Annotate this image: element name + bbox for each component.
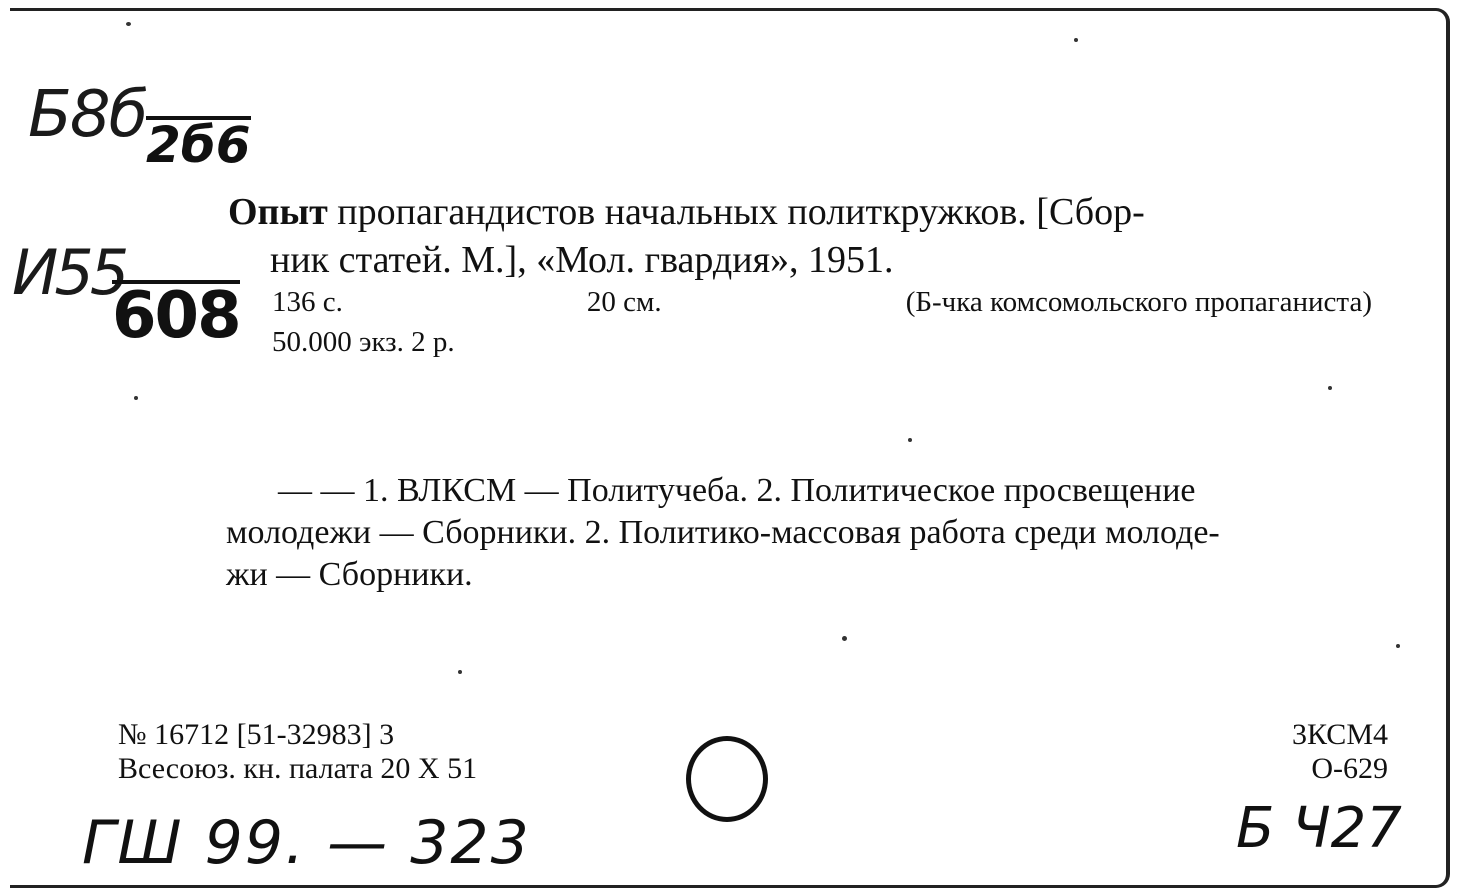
author-mark: О-629: [1311, 752, 1388, 785]
scan-speck: [1074, 38, 1078, 42]
class-code: 3КСМ4: [1292, 718, 1388, 751]
shelfmark-b-prefix: Б8б: [28, 78, 147, 152]
shelfmark-u-prefix: И55: [12, 236, 126, 309]
entry-title-line2: ник статей. М.], «Мол. гвардия», 1951.: [270, 239, 894, 281]
scan-speck: [134, 396, 138, 400]
record-number: № 16712 [51-32983] 3: [118, 718, 395, 751]
scan-speck: [842, 636, 847, 641]
entry-title: [228, 188, 1388, 284]
entry-series: (Б-чка комсомольского пропаганиста): [905, 286, 1372, 318]
footer-right: [1292, 718, 1388, 786]
subject-line-2: молодежи — Сборники. 2. Политико-массовая работа среди молоде-: [226, 514, 1220, 551]
punch-hole-circle: [686, 736, 768, 822]
entry-title-line1: пропагандистов начальных политкружков. [Сбор-: [337, 191, 1145, 233]
entry-size: 20 см.: [586, 286, 662, 318]
subject-headings: [226, 470, 1388, 596]
subject-line-1: — — 1. ВЛКСМ — Политучеба. 2. Политическое просвещение: [278, 472, 1196, 509]
shelfmark-u-number: 608: [112, 279, 240, 353]
scan-speck: [1396, 644, 1400, 648]
scan-speck: [458, 670, 462, 674]
entry-pages: 136 с.: [272, 286, 343, 318]
inventory-number-right: Б Ч27: [1236, 796, 1402, 861]
scan-speck: [908, 438, 912, 442]
subject-line-3: жи — Сборники.: [226, 556, 473, 593]
book-chamber: Всесоюз. кн. палата 20 X 51: [118, 752, 478, 785]
inventory-number-left: ГШ 99. — 323: [82, 808, 531, 878]
shelfmark-b-number: 2б6: [146, 116, 251, 174]
footer-left: [118, 718, 477, 786]
entry-lead-word: Опыт: [228, 191, 328, 233]
entry-physical: [272, 282, 1372, 322]
scan-speck: [126, 22, 131, 26]
entry-print-run: 50.000 экз. 2 р.: [272, 326, 455, 358]
scan-speck: [1328, 386, 1332, 390]
